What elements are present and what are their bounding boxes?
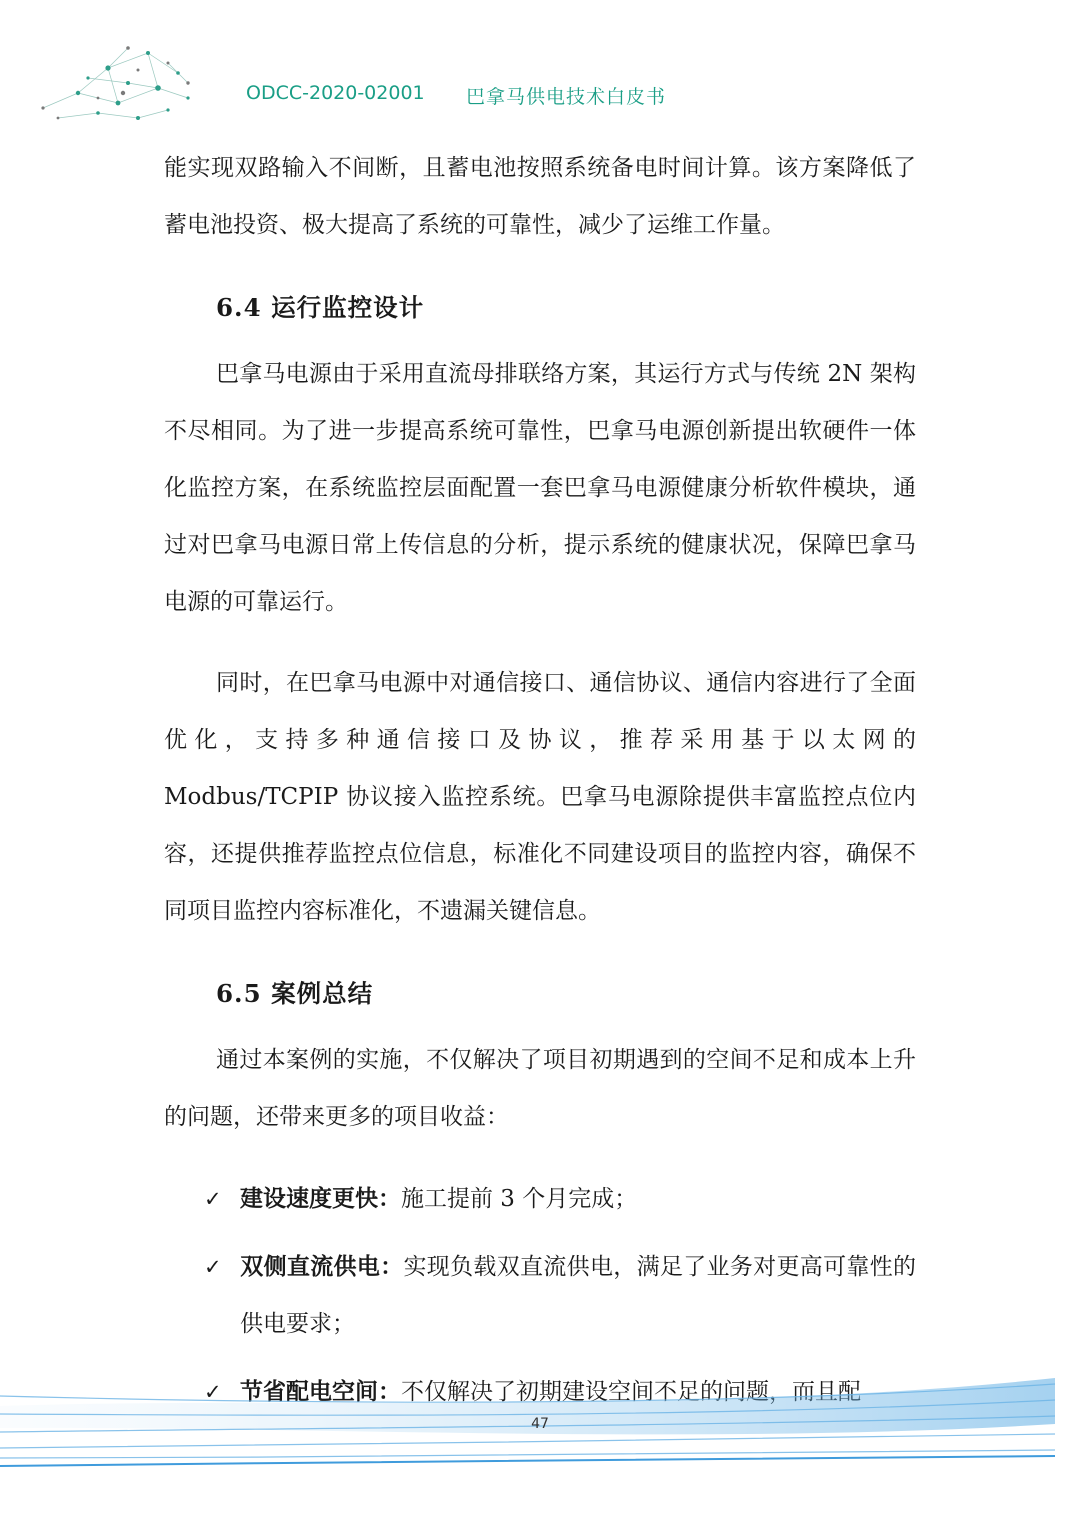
benefit-text: 实现负载双直流供电，满足了业务对更高可靠性的供电要求； <box>240 1254 917 1337</box>
checkmark-icon: ✓ <box>204 1380 222 1404</box>
continued-paragraph: 能实现双路输入不间断，且蓄电池按照系统备电时间计算。该方案降低了蓄电池投资、极大提高了系统的可靠性，减少了运维工作量。 <box>164 155 916 238</box>
page-content <box>164 140 916 1431</box>
section-heading-6-5: 6.5 案例总结 <box>216 979 374 1008</box>
paragraph: 巴拿马电源由于采用直流母排联络方案，其运行方式与传统 2N 架构不尽相同。为了进一步提高系统可靠性，巴拿马电源创新提出软硬件一体化监控方案，在系统监控层面配置一套巴拿马电源健康分析软件模块，通过对巴拿马电源日常上传信息的分析，提示系统的健康状况，保障巴拿马电源的可靠运行。 <box>164 361 916 615</box>
page-number: 47 <box>531 1416 549 1432</box>
benefit-item <box>164 1170 916 1228</box>
benefit-label: 双侧直流供电： <box>240 1253 404 1280</box>
checkmark-icon: ✓ <box>204 1255 222 1279</box>
page-header <box>0 82 1080 110</box>
document-id: ODCC-2020-02001 <box>246 82 425 104</box>
section-heading-6-4: 6.4 运行监控设计 <box>216 293 425 322</box>
benefit-text: 施工提前 3 个月完成； <box>401 1186 638 1212</box>
paragraph: 同时，在巴拿马电源中对通信接口、通信协议、通信内容进行了全面优化，支持多种通信接口及协议，推荐采用基于以太网的 Modbus/TCPIP 协议接入监控系统。巴拿马电源除提供丰富监控点位内容，还提供推荐监控点位信息，标准化不同建设项目的监控内容，确保不同项目监控内容标准化，不遗漏关键信息。 <box>164 670 916 924</box>
document-title: 巴拿马供电技术白皮书 <box>466 86 667 108</box>
benefit-label: 建设速度更快： <box>240 1185 401 1212</box>
checkmark-icon: ✓ <box>204 1187 222 1211</box>
benefit-label: 节省配电空间： <box>240 1378 401 1405</box>
benefit-text: 不仅解决了初期建设空间不足的问题，而且配 <box>401 1379 861 1405</box>
paragraph: 通过本案例的实施，不仅解决了项目初期遇到的空间不足和成本上升的问题，还带来更多的项目收益： <box>164 1047 916 1130</box>
benefit-item <box>164 1238 916 1353</box>
